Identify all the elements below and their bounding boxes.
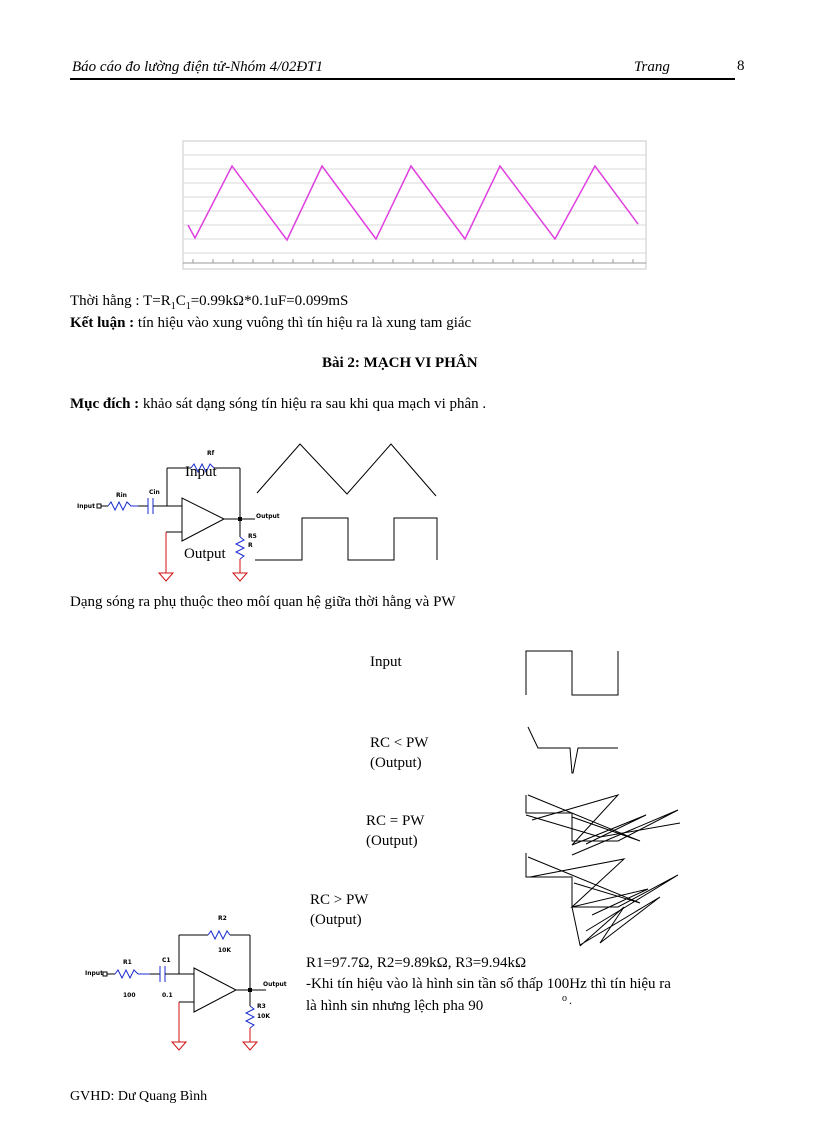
header-title: Báo cáo đo lường điện tử-Nhóm 4/02ĐT1 [72,59,324,75]
output-label-2: (Output) [366,833,418,849]
c1-value-label: 0.1 [162,992,173,999]
r1-value-label: 100 [123,992,136,999]
rc-equal-label: RC = PW [366,813,425,829]
r2-value-label: 10K [218,947,231,954]
purpose-line: Mục đích : khảo sát dạng sóng tín hiệu ra sau khi qua mạch vi phân . [70,396,487,412]
r5-value-label: R [248,542,253,549]
output-pin-label-2: Output [263,981,287,988]
output-label-3: (Output) [310,912,362,928]
diff-waveform-sketch [255,440,445,570]
input-label: Input [370,654,402,670]
degree-mark: o [562,993,567,1004]
note-line-2: là hình sin nhưng lệch pha 90 [306,998,484,1014]
rc-pw-waveforms [520,645,695,950]
rc-less-label: RC < PW [370,735,429,751]
header-page-number: 8 [737,58,745,74]
resistor-values: R1=97.7Ω, R2=9.89kΩ, R3=9.94kΩ [306,955,527,971]
footer-supervisor: GVHD: Dư Quang Bình [70,1089,208,1104]
note-line-1: -Khi tín hiệu vào là hình sin tần số thấp 100Hz thì tín hiệu ra [306,976,671,992]
differentiator-circuit-2 [80,910,280,1060]
header-rule [70,78,735,80]
input-pin-label-1: Input [77,503,95,510]
r2-label: R2 [218,915,227,922]
triangle-wave-plot [183,141,646,271]
output-overlay-label: Output [184,546,226,562]
output-label-1: (Output) [370,755,422,771]
cin-label: Cin [149,489,160,496]
degree-period: . [569,993,572,1007]
input-overlay-label: Input [185,464,217,480]
bai2-title: Bài 2: MẠCH VI PHÂN [322,355,478,371]
output-pin-label-1: Output [256,513,280,520]
rc-greater-label: RC > PW [310,892,369,908]
r3-value-label: 10K [257,1013,270,1020]
time-constant-line: Thời hằng : $T=R_1C_1=0.99k\Omega*0.1uF=0.099mS$ [70,293,349,312]
rf-label: Rf [207,450,215,457]
input-pin-label-2: Input [85,970,103,977]
dependence-text: Dạng sóng ra phụ thuộc theo môí quan hệ giữa thời hằng và PW [70,594,456,610]
conclusion-line: Kết luận : tín hiệu vào xung vuông thì tín hiệu ra là xung tam giác [70,315,472,331]
r3-label: R3 [257,1003,266,1010]
header-page-label: Trang [634,59,670,75]
c1-label: C1 [162,957,171,964]
r5-label: R5 [248,533,257,540]
r1-label: R1 [123,959,132,966]
rin-label: Rin [116,492,127,499]
